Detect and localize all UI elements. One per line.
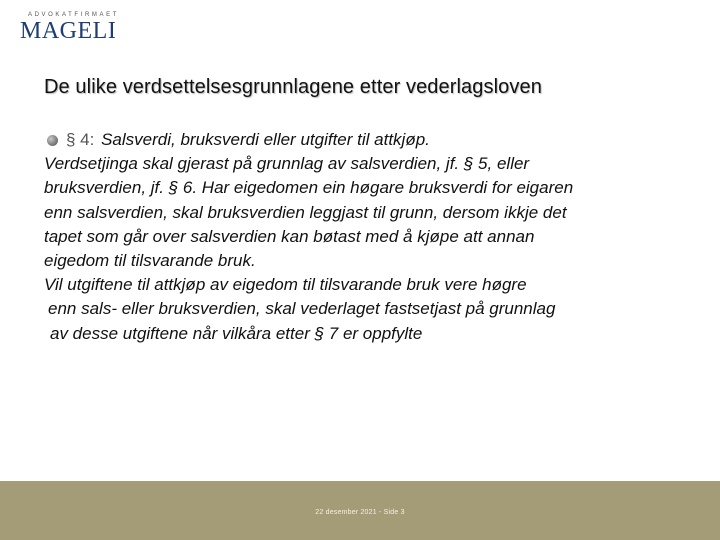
slide-title: De ulike verdsettelsesgrunnlagene etter vederlagsloven (44, 76, 542, 98)
logo-wordmark: MAGELI (20, 18, 117, 44)
body-line: eigedom til tilsvarande bruk. (44, 251, 256, 271)
body-line: enn sals- eller bruksverdien, skal vederlaget fastsetjast på grunnlag (48, 299, 556, 319)
bullet-item (44, 128, 684, 152)
body-line: tapet som går over salsverdien kan bøtast med å kjøpe att annan (44, 226, 535, 246)
slide-content (44, 128, 684, 346)
bullet-icon (47, 135, 58, 146)
body-line: Vil utgiftene til attkjøp av eigedom til tilsvarande bruk vere høgre (44, 275, 527, 295)
bullet-heading: Salsverdi, bruksverdi eller utgifter til attkjøp. (101, 130, 430, 149)
body-line: enn salsverdien, skal bruksverdien leggjast til grunn, dersom ikkje det (44, 202, 567, 222)
body-line: bruksverdien, jf. § 6. Har eigedomen ein høgare bruksverdi for eigaren (44, 178, 574, 198)
body-line: Verdsetjinga skal gjerast på grunnlag av salsverdien, jf. § 5, eller (44, 154, 530, 174)
logo-subtitle: ADVOKATFIRMAET (28, 12, 119, 18)
body-line: av desse utgiftene når vilkåra etter § 7 er oppfylte (50, 323, 423, 343)
company-logo (20, 12, 119, 44)
section-reference: § 4: (66, 130, 95, 149)
footer-text: 22 desember 2021 - Side 3 (315, 509, 405, 516)
footer-bar (0, 481, 720, 540)
